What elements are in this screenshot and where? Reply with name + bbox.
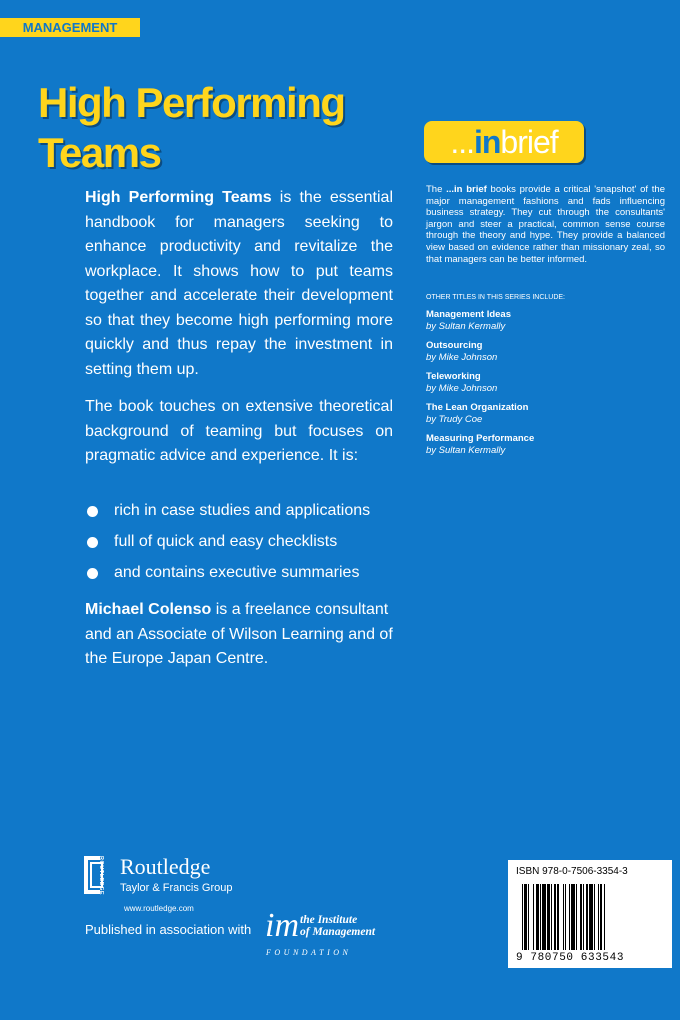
category-label: MANAGEMENT bbox=[0, 18, 140, 37]
list-item bbox=[426, 340, 534, 371]
institute-line-2: of Management bbox=[300, 926, 376, 938]
barcode-bar bbox=[542, 884, 546, 950]
institute-line-3: FOUNDATION bbox=[266, 948, 352, 957]
barcode-digits: 9 780750 633543 bbox=[516, 952, 625, 964]
list-item bbox=[426, 371, 534, 402]
series-title: The Lean Organization bbox=[426, 402, 529, 413]
series-description bbox=[426, 184, 665, 265]
institute-mark: im bbox=[265, 907, 299, 944]
bullet-icon bbox=[87, 568, 98, 579]
author-bio-text: is a freelance consultant and an Associate of Wilson Learning and of the Europe Japan Centre. bbox=[85, 601, 393, 667]
feature-text: and contains executive summaries bbox=[114, 564, 360, 581]
title-line-2: Teams bbox=[38, 129, 161, 176]
list-item bbox=[426, 309, 534, 340]
background-paragraph: The book touches on extensive theoretical background of teaming but focuses on pragmatic advice and experience. It is: bbox=[85, 398, 393, 464]
book-title bbox=[38, 78, 408, 178]
barcode-bar bbox=[554, 884, 555, 950]
other-titles-list bbox=[426, 309, 534, 464]
barcode-bar bbox=[580, 884, 582, 950]
series-author: by Mike Johnson bbox=[426, 383, 498, 394]
feature-text: full of quick and easy checklists bbox=[114, 533, 338, 550]
feature-item bbox=[85, 497, 370, 528]
barcode-bar bbox=[533, 884, 534, 950]
publisher-name: Routledge bbox=[120, 854, 211, 879]
series-title: Management Ideas bbox=[426, 309, 511, 320]
isbn-barcode bbox=[508, 860, 672, 968]
barcode-bar bbox=[600, 884, 602, 950]
bullet-icon bbox=[87, 537, 98, 548]
feature-item bbox=[85, 559, 370, 590]
institute-line-1: the Institute bbox=[300, 914, 358, 926]
barcode-bar bbox=[563, 884, 564, 950]
series-author: by Trudy Coe bbox=[426, 414, 483, 425]
description-paragraph bbox=[85, 186, 393, 382]
barcode-bar bbox=[536, 884, 538, 950]
series-author: by Sultan Kermally bbox=[426, 445, 506, 456]
series-title: Measuring Performance bbox=[426, 433, 535, 444]
series-intro-text: books provide a critical 'snapshot' of the major management fashions and fads influencing business strategy. They cut through the consultants' jargon and steer a practical, common sense course through the theory and hype. They provide a balanced view based on evidence rather than missionary zeal, so that managers can be better informed. bbox=[426, 184, 665, 265]
barcode-bar bbox=[528, 884, 529, 950]
barcode-bar bbox=[594, 884, 595, 950]
series-author: by Sultan Kermally bbox=[426, 321, 506, 332]
barcode-bar bbox=[565, 884, 566, 950]
publisher-group: Taylor & Francis Group bbox=[120, 882, 233, 894]
series-title: Teleworking bbox=[426, 371, 481, 382]
feature-text: rich in case studies and applications bbox=[114, 502, 371, 519]
feature-list bbox=[85, 497, 370, 590]
publisher-mark-label: ROUTLEDGE bbox=[98, 856, 104, 896]
list-item bbox=[426, 402, 534, 433]
series-author: by Mike Johnson bbox=[426, 352, 498, 363]
title-line-1: High Performing bbox=[38, 79, 345, 126]
barcode-bar bbox=[547, 884, 549, 950]
logo-dots: ... bbox=[450, 124, 474, 160]
barcode-bar bbox=[583, 884, 584, 950]
barcode-bar bbox=[551, 884, 552, 950]
description-text: is the essential handbook for managers seeking to enhance productivity and revitalize the workplace. It shows how to put teams together and accelerate their development so that they become high performing more quickly and thus repay the investment in setting them up. bbox=[85, 189, 394, 378]
other-titles-heading: OTHER TITLES IN THIS SERIES INCLUDE: bbox=[426, 294, 565, 301]
book-title-inline: High Performing Teams bbox=[85, 189, 272, 206]
barcode-bar bbox=[604, 884, 605, 950]
barcode-bar bbox=[522, 884, 523, 950]
feature-item bbox=[85, 528, 370, 559]
barcode-bar bbox=[569, 884, 570, 950]
routledge-mark-icon bbox=[82, 854, 110, 896]
institute-of-management-logo bbox=[262, 908, 392, 960]
barcode-bar bbox=[586, 884, 588, 950]
author-bio bbox=[85, 598, 393, 672]
list-item bbox=[426, 433, 534, 464]
logo-brief: brief bbox=[500, 124, 558, 160]
barcode-bar bbox=[589, 884, 593, 950]
publisher-url: www.routledge.com bbox=[124, 904, 194, 913]
barcode-bar bbox=[598, 884, 599, 950]
series-title: Outsourcing bbox=[426, 340, 483, 351]
bullet-icon bbox=[87, 506, 98, 517]
barcode-bar bbox=[557, 884, 559, 950]
barcode-bars bbox=[522, 884, 662, 950]
barcode-bar bbox=[524, 884, 526, 950]
series-name: ...in brief bbox=[446, 184, 487, 195]
author-name: Michael Colenso bbox=[85, 601, 212, 618]
association-text: Published in association with bbox=[85, 922, 252, 937]
barcode-bar bbox=[576, 884, 577, 950]
series-intro-pre: The bbox=[426, 184, 447, 195]
isbn-label: ISBN 978-0-7506-3354-3 bbox=[516, 866, 628, 877]
barcode-bar bbox=[540, 884, 541, 950]
barcode-bar bbox=[571, 884, 575, 950]
logo-in: in bbox=[473, 124, 501, 160]
in-brief-series-logo bbox=[424, 121, 584, 163]
